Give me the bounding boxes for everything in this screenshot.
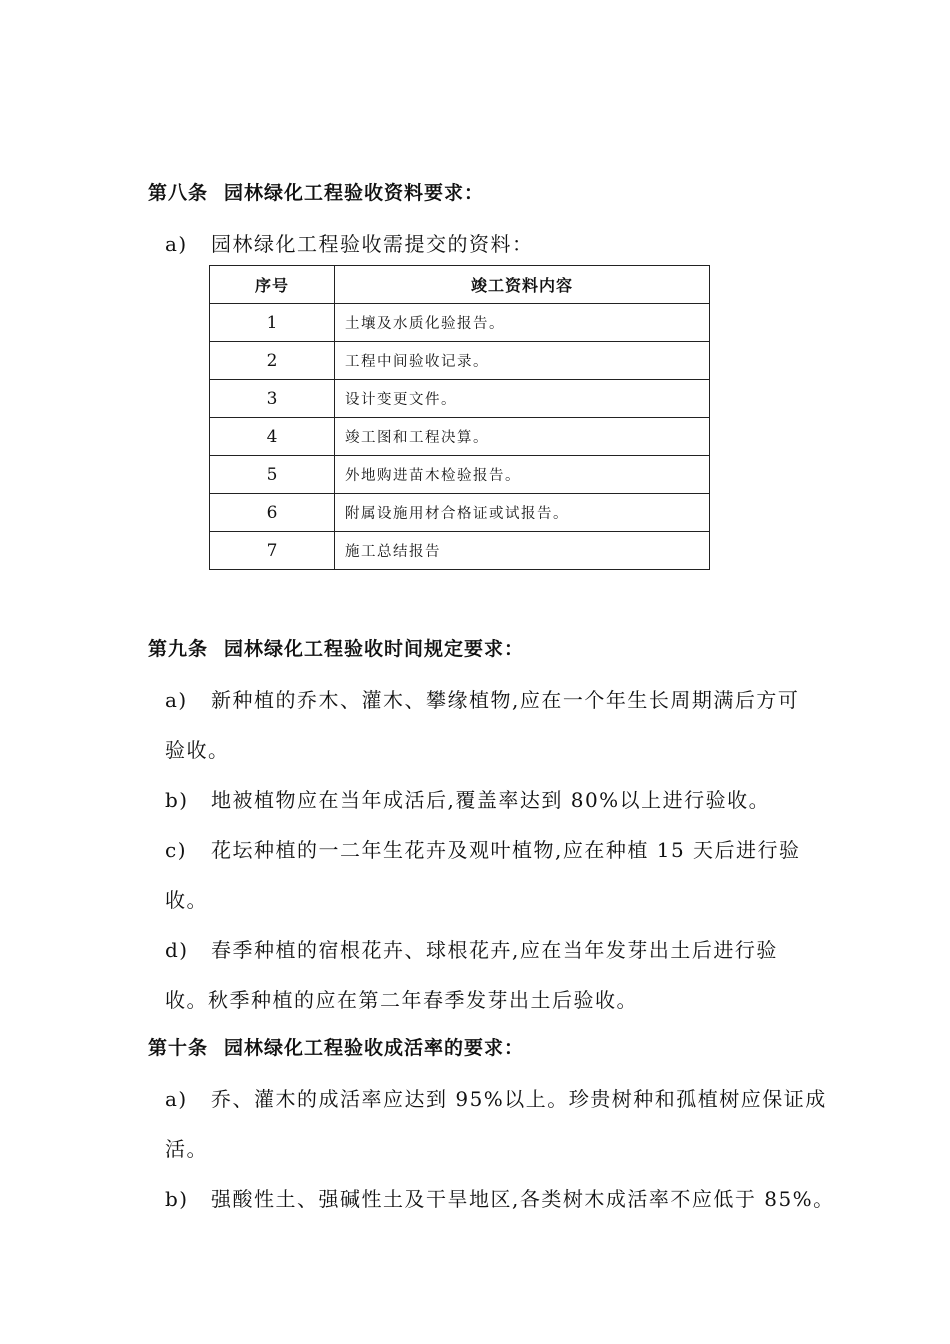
row-index: 1: [210, 304, 335, 342]
section-8-item-a: [165, 228, 534, 257]
col-header-index: 序号: [210, 266, 335, 304]
item-marker: a): [165, 688, 188, 712]
section-9-item-a-line1: [165, 684, 799, 713]
item-text: 地被植物应在当年成活后,覆盖率达到 80%以上进行验收。: [211, 788, 771, 812]
section-9-item-b: [165, 784, 770, 813]
item-text: 新种植的乔木、灌木、攀缘植物,应在一个年生长周期满后方可: [211, 688, 800, 712]
item-text: 强酸性土、强碱性土及干旱地区,各类树木成活率不应低于 85%。: [211, 1187, 835, 1211]
table-row: [210, 342, 710, 380]
item-marker: a): [165, 1087, 188, 1111]
section-9-title: 园林绿化工程验收时间规定要求：: [224, 638, 525, 660]
row-index: 3: [210, 380, 335, 418]
section-10-item-a-line2: 活。: [165, 1137, 208, 1161]
row-index: 6: [210, 494, 335, 532]
section-9-item-c-line1: [165, 834, 801, 863]
section-9-heading: [148, 634, 524, 661]
row-index: 4: [210, 418, 335, 456]
row-content: 设计变更文件。: [335, 380, 710, 418]
item-text: 乔、灌木的成活率应达到 95%以上。珍贵树种和孤植树应保证成: [211, 1087, 827, 1111]
table-row: [210, 494, 710, 532]
item-text: 春季种植的宿根花卉、球根花卉,应在当年发芽出土后进行验: [211, 938, 778, 962]
item-marker: d): [165, 938, 189, 962]
table-row: [210, 418, 710, 456]
completion-docs-table: [209, 265, 710, 570]
table-row: [210, 532, 710, 570]
section-9-item-c-line2: 收。: [165, 888, 208, 912]
section-8-heading: [148, 178, 484, 205]
table-row: [210, 456, 710, 494]
section-8-number: 第八条: [148, 182, 209, 204]
row-index: 2: [210, 342, 335, 380]
row-content: 外地购进苗木检验报告。: [335, 456, 710, 494]
section-10-title: 园林绿化工程验收成活率的要求：: [224, 1037, 525, 1059]
row-content: 附属设施用材合格证或试报告。: [335, 494, 710, 532]
section-10-item-a-line1: [165, 1083, 827, 1112]
table-header-row: [210, 266, 710, 304]
section-10-item-b: [165, 1183, 835, 1212]
item-marker: b): [165, 1187, 189, 1211]
section-9-item-a-line2: 验收。: [165, 738, 230, 762]
item-marker: c): [165, 838, 188, 862]
item-marker: a): [165, 232, 188, 256]
row-content: 施工总结报告: [335, 532, 710, 570]
section-8-title: 园林绿化工程验收资料要求：: [224, 182, 485, 204]
row-content: 竣工图和工程决算。: [335, 418, 710, 456]
section-10-heading: [148, 1033, 524, 1060]
row-content: 土壤及水质化验报告。: [335, 304, 710, 342]
item-text: 花坛种植的一二年生花卉及观叶植物,应在种植 15 天后进行验: [211, 838, 801, 862]
table-row: [210, 304, 710, 342]
section-9-item-d-line1: [165, 934, 778, 963]
item-marker: b): [165, 788, 189, 812]
row-index: 7: [210, 532, 335, 570]
section-9-number: 第九条: [148, 638, 209, 660]
section-10-number: 第十条: [148, 1037, 209, 1059]
section-9-item-d-line2: 收。秋季种植的应在第二年春季发芽出土后验收。: [165, 988, 638, 1012]
row-index: 5: [210, 456, 335, 494]
col-header-content: 竣工资料内容: [335, 266, 710, 304]
row-content: 工程中间验收记录。: [335, 342, 710, 380]
item-text: 园林绿化工程验收需提交的资料：: [211, 232, 534, 256]
table-row: [210, 380, 710, 418]
